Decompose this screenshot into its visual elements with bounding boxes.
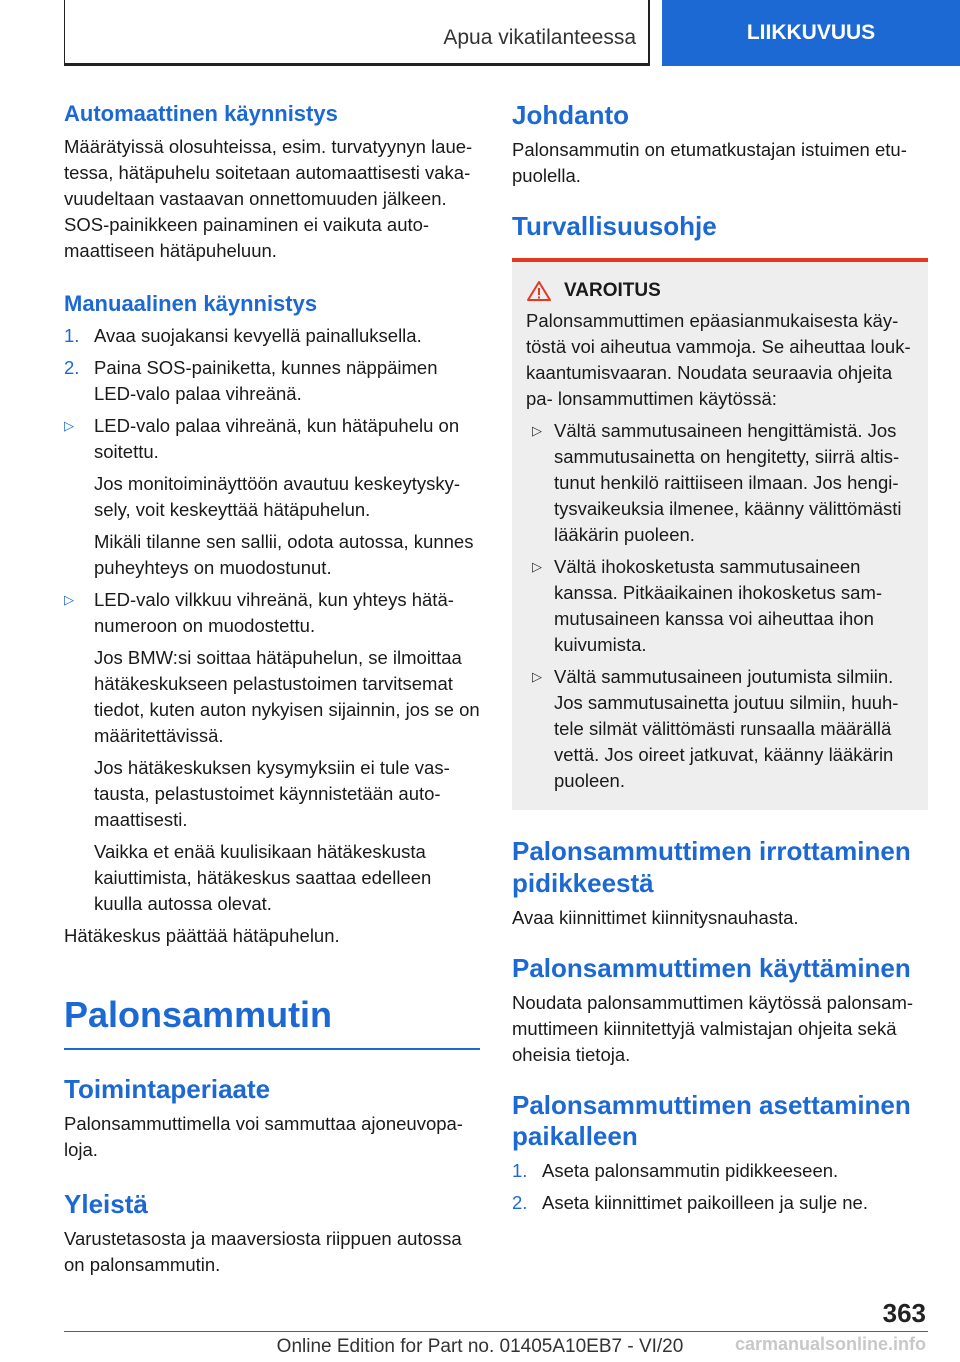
list-item: [512, 1158, 928, 1184]
manual-steps: [64, 323, 480, 917]
general-text: Varustetasosta ja maaversiosta riippuen autossa on palonsammutin.: [64, 1228, 462, 1276]
auto-start-text: Määrätyissä olosuhteissa, esim. turvatyynyn laue- tessa, hätäpuhelu soitetaan automaattisesti vaka- vuudeltaan vastaavan onnettomuuden jälkeen. SOS-painikkeen painaminen ei vaikuta auto- maattiseen hätäpuheluun.: [64, 135, 473, 261]
page-number: 363: [882, 1298, 926, 1328]
remove-text: Avaa kiinnittimet kiinnitysnauhasta.: [512, 906, 799, 928]
list-item: [64, 413, 480, 581]
principle-heading: Toimintaperiaate: [64, 1073, 271, 1104]
remove-heading: Palonsammuttimen irrottaminen pidikkeestä: [512, 836, 911, 898]
edition-text: Online Edition for Part no. 01405A10EB7 - VI/20: [276, 1336, 684, 1357]
use-text: Noudata palonsammuttimen käytössä palonsam- muttimeen kiinnitettyjä valmistajan ohjeita sekä oheisia tietoja.: [512, 991, 914, 1065]
intro-text: Palonsammutin on etumatkustajan istuimen etu- puolella.: [512, 139, 907, 187]
step-number: 1.: [512, 1160, 528, 1182]
warning-item: [520, 418, 920, 548]
bullet-subtext: Mikäli tilanne sen sallii, odota autossa, kunnes puheyhteys on muodostunut.: [94, 531, 474, 578]
triangle-bullet-icon: ▷: [532, 423, 542, 439]
step-number: 1.: [64, 325, 80, 346]
use-heading: Palonsammuttimen käyttäminen: [512, 952, 911, 983]
triangle-bullet-icon: ▷: [64, 592, 74, 607]
warning-label: VAROITUS: [564, 280, 661, 302]
left-column: [64, 100, 480, 1278]
warning-item: [520, 554, 920, 658]
step-text: Paina SOS-painiketta, kunnes näppäimen LED-valo palaa vihreänä.: [94, 357, 438, 404]
warning-triangle-icon: [526, 280, 552, 302]
warning-text: Palonsammuttimen epäasianmukaisesta käy- töstä voi aiheutua vammoja. Se aiheuttaa louk- kaantumisvaaran. Noudata seuraavia ohjeita pa- lonsammuttimen käytössä:: [526, 310, 911, 410]
watermark: carmanualsonline.info: [734, 1334, 926, 1354]
step-number: 2.: [512, 1192, 528, 1214]
title-rule: [64, 1048, 480, 1050]
chapter-tab: LIIKKUVUUS: [662, 0, 960, 66]
step-text: Aseta palonsammutin pidikkeeseen.: [542, 1160, 839, 1182]
warning-item-text: Vältä sammutusaineen hengittämistä. Jos sammutusainetta on hengitetty, siirrä altis- tunut henkilö raittiiseen ilmaan. Jos hengi- tysvaikeuksia ilmenee, käänny välittömästi lääkärin puoleen.: [554, 420, 902, 546]
triangle-bullet-icon: ▷: [64, 418, 74, 433]
header-divider: [648, 0, 650, 66]
place-steps: [512, 1158, 928, 1216]
general-heading: Yleistä: [64, 1188, 148, 1219]
warning-header: [520, 280, 920, 302]
page-header: [0, 0, 960, 66]
right-column: [512, 100, 928, 1222]
bullet-subtext: Jos BMW:si soittaa hätäpuhelun, se ilmoittaa hätäkeskukseen pelastustoimen tarvitsemat tiedot, kuten auton nykyisen sijainnin, jos se on määritettävissä.: [94, 647, 480, 746]
principle-text: Palonsammuttimella voi sammuttaa ajoneuvopa- loja.: [64, 1112, 463, 1160]
bullet-subtext: Jos monitoiminäyttöön avautuu keskeytysky- sely, voit keskeyttää hätäpuhelun.: [94, 473, 461, 520]
warning-item-text: Vältä sammutusaineen joutumista silmiin. Jos sammutusainetta joutuu silmiin, huuh- tele silmät välittömästi runsaalla määrällä vettä. Jos oireet jatkuvat, käänny lääkärin puoleen.: [554, 666, 899, 792]
auto-start-heading: Automaattinen käynnistys: [64, 101, 338, 126]
step-text: Avaa suojakansi kevyellä painalluksella.: [94, 325, 422, 346]
list-item: [64, 355, 480, 407]
triangle-bullet-icon: ▷: [532, 559, 542, 575]
warning-box: [512, 258, 928, 810]
bullet-subtext: Vaikka et enää kuulisikaan hätäkeskusta kaiuttimista, hätäkeskus saattaa edelleen kuulla autossa olevat.: [94, 841, 432, 914]
place-heading: Palonsammuttimen asettaminen paikalleen: [512, 1089, 911, 1152]
manual-start-heading: Manuaalinen käynnistys: [64, 290, 318, 316]
warning-item-text: Vältä ihokosketusta sammutusaineen kanssa. Pitkäaikainen ihokosketus sam- mutusaineen kanssa voi aiheuttaa ihon kuivumista.: [554, 556, 883, 656]
section-title: Apua vikatilanteessa: [443, 26, 636, 49]
list-item: [512, 1190, 928, 1216]
triangle-bullet-icon: ▷: [532, 669, 542, 685]
step-number: 2.: [64, 357, 80, 378]
list-item: [64, 323, 480, 349]
intro-heading: Johdanto: [512, 100, 629, 130]
list-item: [64, 587, 480, 917]
step-text: Aseta kiinnittimet paikoilleen ja sulje ne.: [542, 1192, 868, 1214]
bullet-text: LED-valo palaa vihreänä, kun hätäpuhelu on soitettu.: [94, 415, 460, 462]
safety-heading: Turvallisuusohje: [512, 211, 717, 242]
bullet-subtext: Jos hätäkeskuksen kysymyksiin ei tule vas- tausta, pelastustoimet käynnistetään auto- maattisesti.: [94, 757, 450, 830]
bullet-text: LED-valo vilkkuu vihreänä, kun yhteys hätä- numeroon on muodostettu.: [94, 589, 454, 636]
warning-item: [520, 664, 920, 794]
header-underline: [64, 64, 648, 66]
page-title: Palonsammutin: [64, 994, 333, 1035]
end-text: Hätäkeskus päättää hätäpuhelun.: [64, 925, 340, 946]
footer-rule: [64, 1331, 928, 1332]
